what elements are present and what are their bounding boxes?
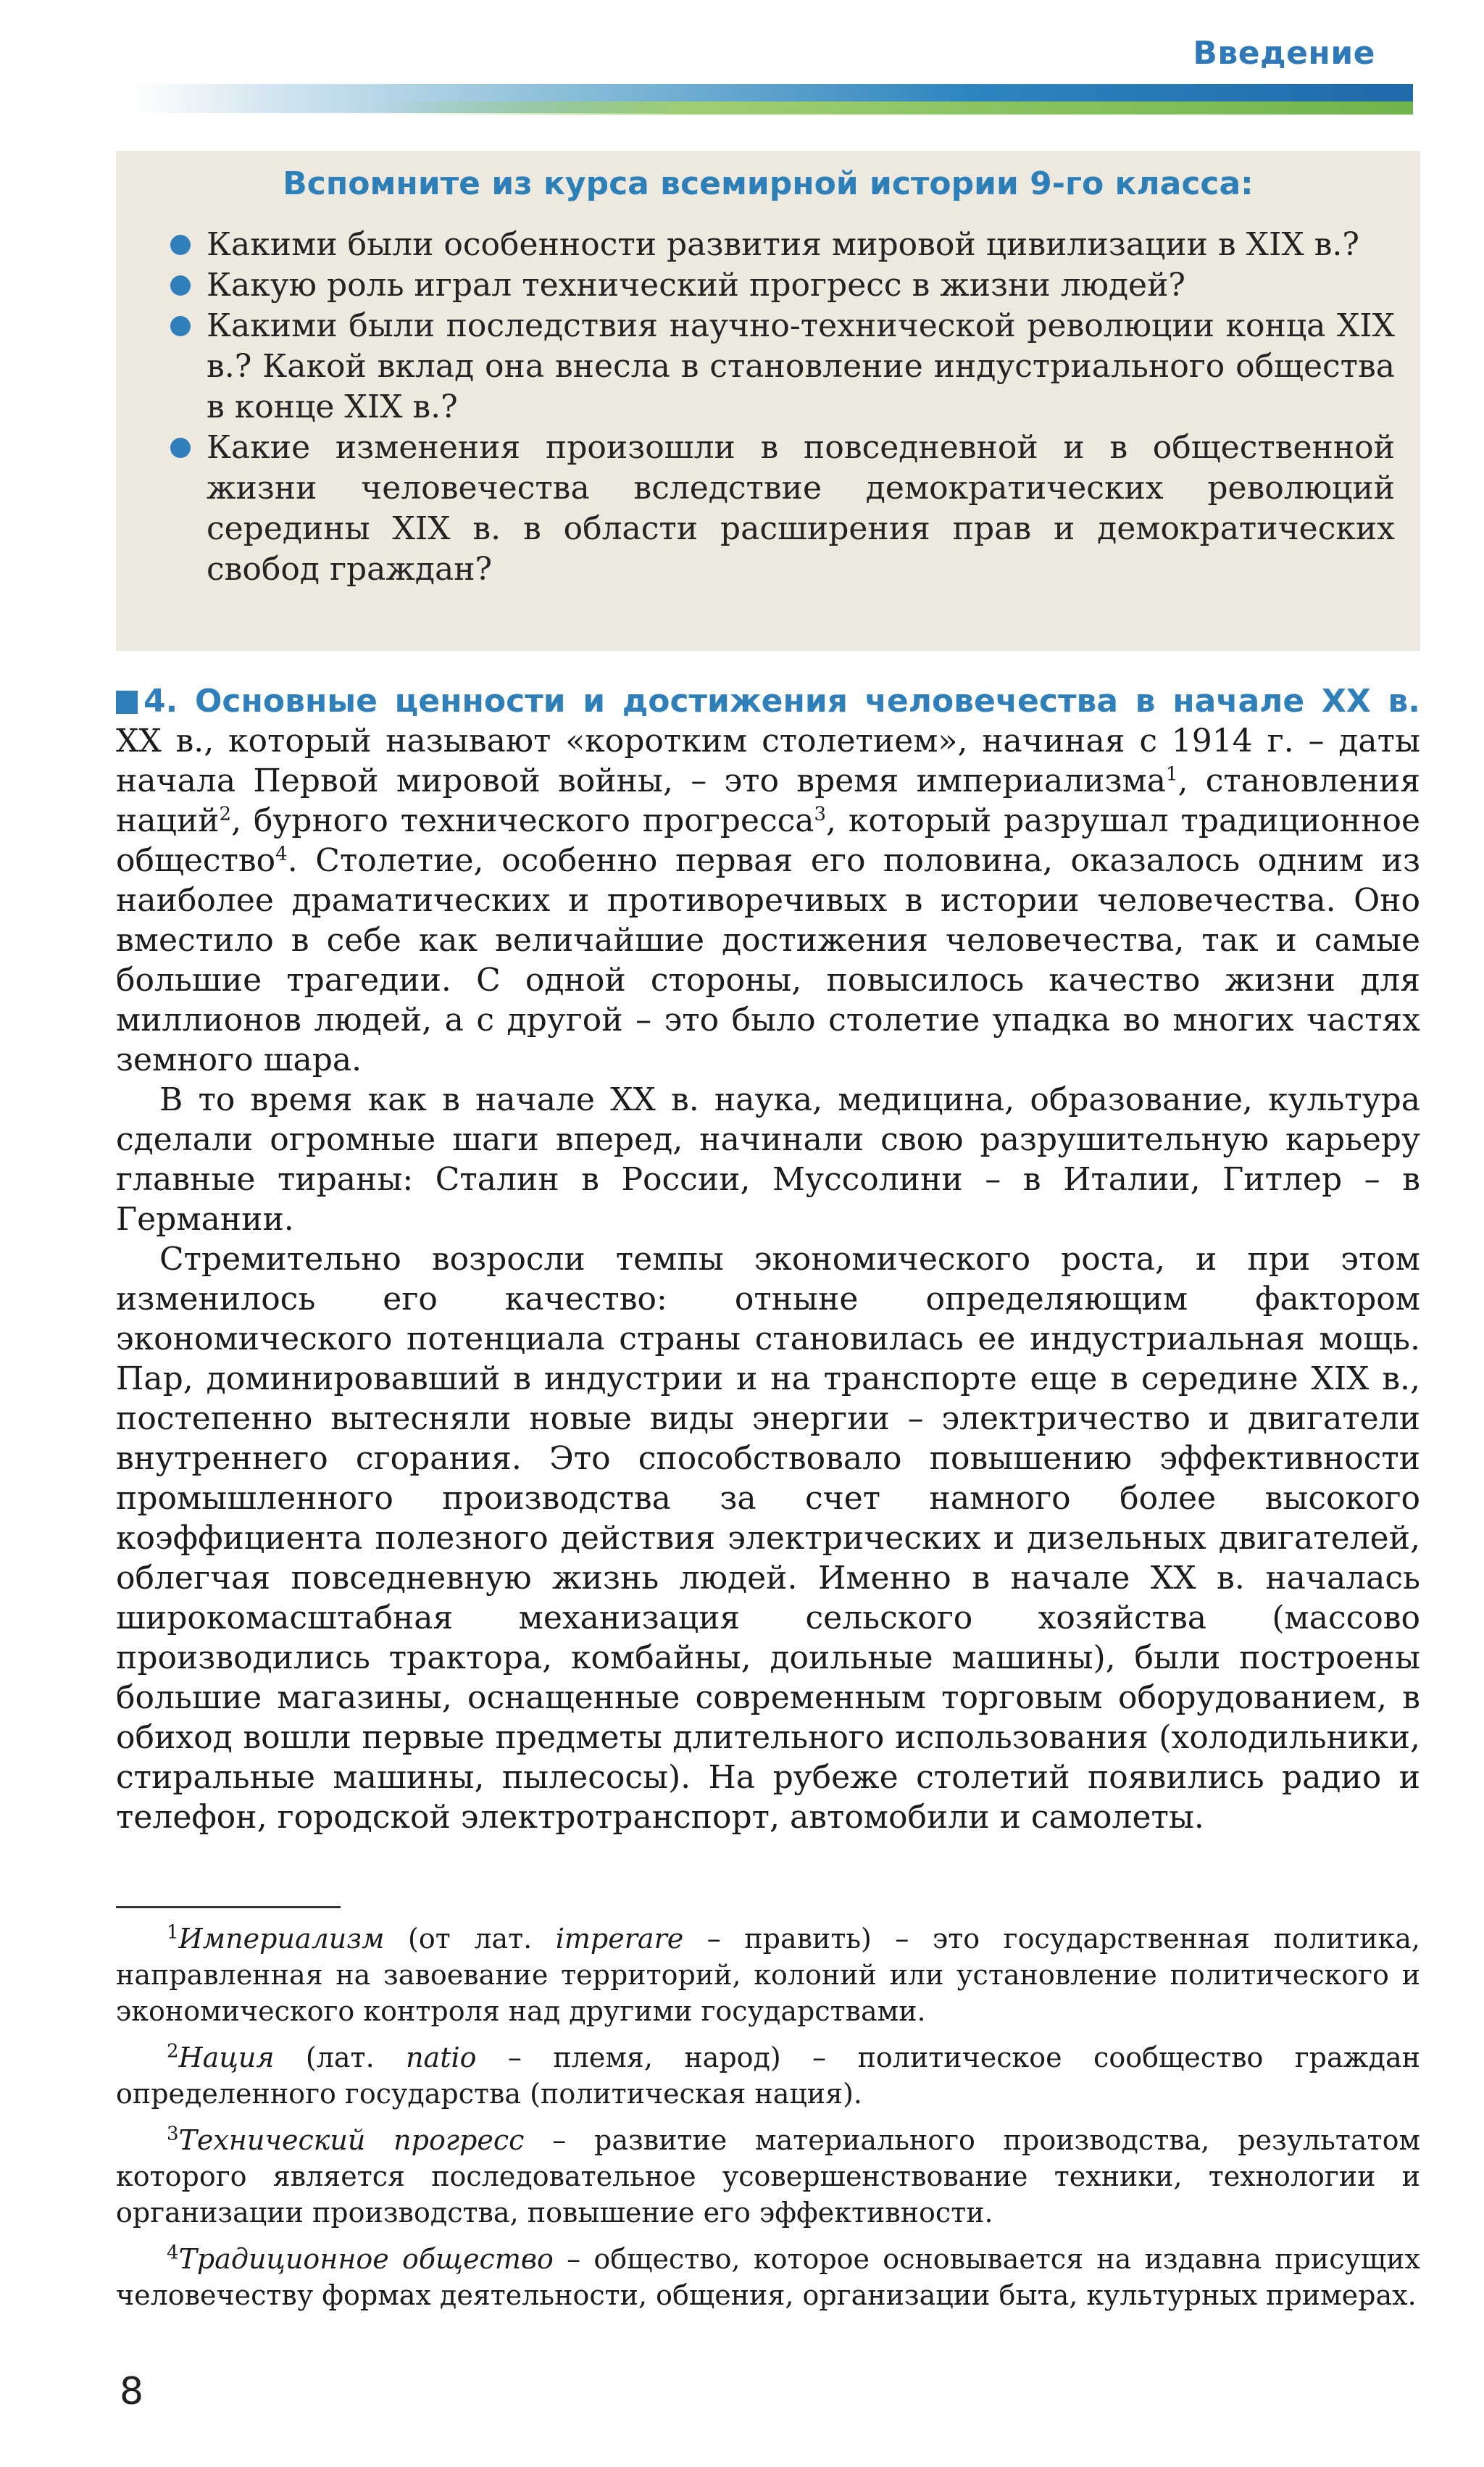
footnote-4: $^4$Традиционное общество – общество, которое основывается на издавна присущих человечеству формах деятельности, общения, организации быта, культурных примерах. bbox=[116, 2242, 1420, 2311]
recall-question: Какими были последствия научно-технической революции конца XIX в.? Какой вклад она внесла в становление индустриального общества в конце XIX в.? bbox=[170, 306, 1395, 428]
recall-question: Какую роль играл технический прогресс в жизни людей? bbox=[170, 265, 1395, 306]
footnote-1: $^1$Империализм (от лат. imperare – править) – это государственная политика, направленная на завоевание территорий, колоний или установление политического и экономического контроля над другими государствами. bbox=[116, 1921, 1420, 2027]
chapter-title: Введение bbox=[1193, 35, 1375, 72]
footnote-divider bbox=[116, 1906, 341, 1908]
recall-question-list bbox=[170, 225, 1395, 590]
section-paragraph-1: 4. Основные ценности и достижения человечества в начале XX в. XX в., который называют «коротким столетием», начиная с 1914 г. – даты начала Первой мировой войны, – это время империализма$^1$, становления наций$^2$, бурного технического прогресса$^3$, который разрушал традиционное общество$^4$. Столетие, особенно первая его половина, оказалось одним из наиболее драматических и противоречивых в истории человечества. Оно вместило в себе как величайшие достижения человечества, так и самые большие трагедии. С одной стороны, повысилось качество жизни для миллионов людей, а с другой – это было столетие упадка во многих частях земного шара. bbox=[116, 683, 1420, 1078]
bullet-icon bbox=[170, 316, 191, 336]
bullet-icon bbox=[170, 275, 191, 296]
bullet-icon bbox=[170, 438, 191, 458]
footnote-ref: 3 bbox=[814, 803, 827, 825]
footnotes bbox=[116, 1921, 1420, 2324]
section-square-icon bbox=[116, 691, 138, 714]
footnote-3: $^3$Технический прогресс – развитие материального производства, результатом которого является последовательное усовершенствование техники, технологии и организации производства, повышение его эффективности. bbox=[116, 2123, 1421, 2229]
section-heading: 4. Основные ценности и достижения человечества в начале XX в. bbox=[143, 683, 1420, 720]
footnote-ref: 4 bbox=[275, 843, 288, 865]
recall-title: Вспомните из курса всемирной истории 9-го класса: bbox=[283, 165, 1254, 202]
section-paragraph-3: Стремительно возросли темпы экономического роста, и при этом изменилось его качество: отныне определяющим фактором экономического потенциала страны становилась ее индустриальная мощь. Пар, доминировавший в индустрии и на транспорте еще в середине XIX в., постепенно вытесняли новые виды энергии – электричество и двигатели внутреннего сгорания. Это способствовало повышению эффективности промышленного производства за счет намного более высокого коэффициента полезного действия электрических и дизельных двигателей, облегчая повседневную жизнь людей. Именно в начале XX в. началась широкомасштабная механизация сельского хозяйства (массово производились трактора, комбайны, доильные машины), были построены большие магазины, оснащенные современным торговым оборудованием, в обиход вошли первые предметы длительного использования (холодильники, стиральные машины, пылесосы). На рубеже столетий появились радио и телефон, городской электротранспорт, автомобили и самолеты. bbox=[116, 1241, 1420, 1836]
recall-box bbox=[116, 151, 1420, 651]
page-number: 8 bbox=[120, 2370, 144, 2413]
section-paragraph-2: В то время как в начале XX в. наука, медицина, образование, культура сделали огромные шаги вперед, начинали свою разрушительную карьеру главные тираны: Сталин в России, Муссолини – в Италии, Гитлер – в Германии. bbox=[116, 1081, 1420, 1238]
footnote-ref: 1 bbox=[1165, 763, 1178, 786]
recall-question: Какие изменения произошли в повседневной и в общественной жизни человечества вследствие демократических революций середины XIX в. в области расширения прав и демократических свобод граждан? bbox=[170, 428, 1395, 590]
recall-question: Какими были особенности развития мировой цивилизации в XIX в.? bbox=[170, 225, 1395, 265]
footnote-2: $^2$Нация (лат. natio – племя, народ) – политическое сообщество граждан определенного государства (политическая нация). bbox=[116, 2040, 1421, 2110]
bullet-icon bbox=[170, 235, 191, 255]
footnote-ref: 2 bbox=[219, 803, 232, 825]
section-body bbox=[116, 681, 1420, 1837]
header-decorative-stripe-green bbox=[377, 101, 1413, 115]
